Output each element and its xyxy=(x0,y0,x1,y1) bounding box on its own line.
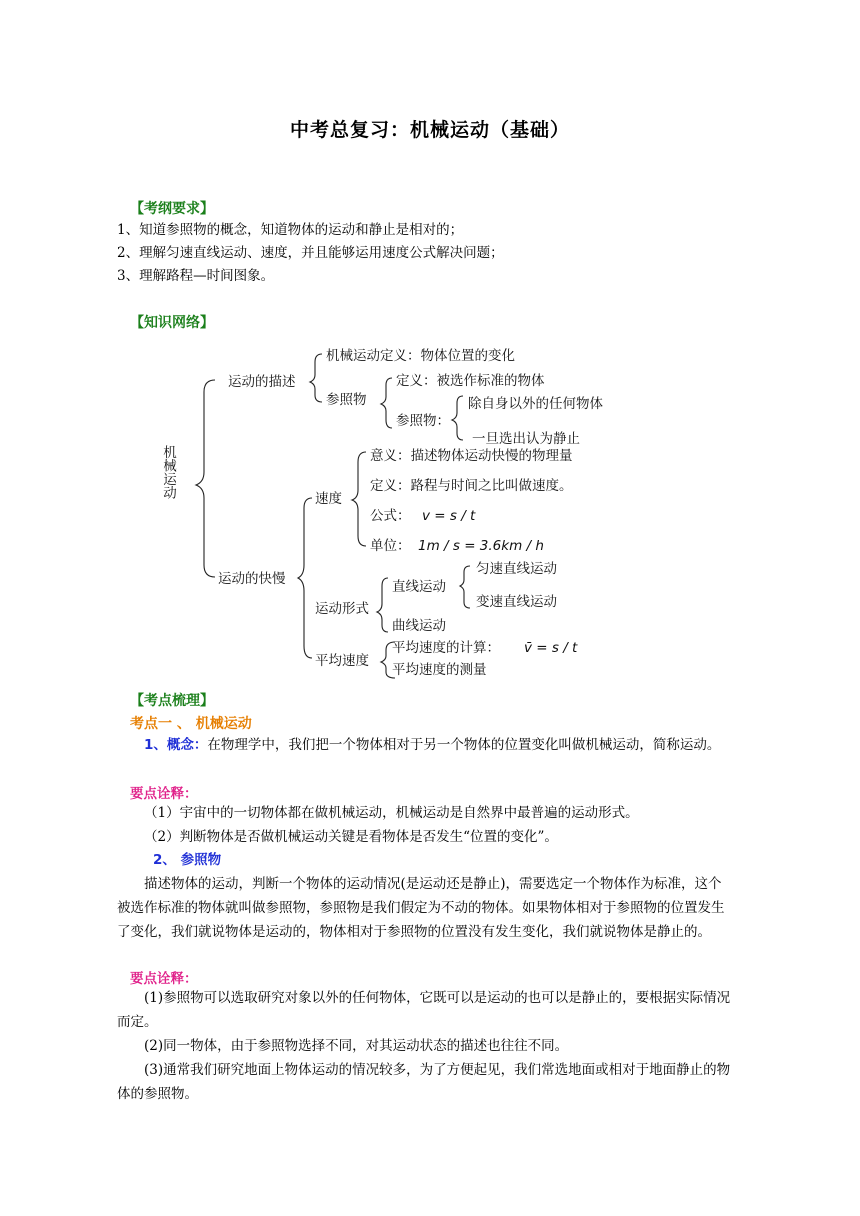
reference-object-label: 参照物： xyxy=(396,413,450,429)
average-speed-calc: 平均速度的计算： xyxy=(392,640,500,656)
reference-definition: 定义：被选作标准的物体 xyxy=(396,373,545,389)
root-brace xyxy=(196,380,215,577)
reference-brace xyxy=(381,378,392,428)
knowledge-network-diagram xyxy=(160,340,660,685)
speed-brace xyxy=(352,452,366,546)
syllabus-heading: 【考纲要求】 xyxy=(130,201,214,217)
speed-formula-label: 公式： xyxy=(370,508,411,524)
variable-motion: 变速直线运动 xyxy=(476,594,557,610)
average-speed-formula: v̄ = s / t xyxy=(524,640,578,656)
speed-formula: v = s / t xyxy=(422,508,476,524)
straight-brace xyxy=(460,566,470,608)
note-2a: (1)参照物可以选取研究对象以外的任何物体，它既可以是运动的也可以是静止的，要根据实际情况而定。 xyxy=(117,990,731,1030)
syllabus-item-2: 2、理解匀速直线运动、速度，并且能够运用速度公式解决问题； xyxy=(117,245,504,261)
reference-option-static: 一旦选出认为静止 xyxy=(472,431,580,447)
note-1b: （2）判断物体是否做机械运动关键是看物体是否发生“位置的变化”。 xyxy=(144,829,558,845)
uniform-motion: 匀速直线运动 xyxy=(476,561,557,577)
speed-label: 速度 xyxy=(315,491,342,507)
points-heading: 【考点梳理】 xyxy=(130,693,214,709)
reference-object-brace xyxy=(452,396,463,440)
reference-heading: 2、 参照物 xyxy=(153,852,222,868)
speed-definition: 定义：路程与时间之比叫做速度。 xyxy=(370,478,573,494)
curved-motion: 曲线运动 xyxy=(392,618,446,634)
motion-forms-brace xyxy=(377,578,388,632)
note-2b: (2)同一物体，由于参照物选择不同，对其运动状态的描述也往往不同。 xyxy=(144,1038,569,1054)
straight-motion: 直线运动 xyxy=(392,579,446,595)
speed-unit: 1m / s = 3.6km / h xyxy=(418,538,544,554)
reference-paragraph: 描述物体的运动，判断一个物体的运动情况(是运动还是静止)，需要选定一个物体作为标准，这个被选作标准的物体就叫做参照物，参照物是我们假定为不动的物体。如果物体相对于参照物的位置发生了变化，我们就说物体是运动的，物体相对于参照物的位置没有发生变化，我们就说物体是静止的。 xyxy=(117,876,725,940)
average-speed-measure: 平均速度的测量 xyxy=(392,662,487,678)
speed-branch-brace xyxy=(298,498,312,658)
reference-label: 参照物 xyxy=(326,392,367,408)
note-1a: （1）宇宙中的一切物体都在做机械运动，机械运动是自然界中最普遍的运动形式。 xyxy=(144,805,639,821)
key-point-1-heading: 考点一 、 机械运动 xyxy=(130,716,252,732)
describe-label: 运动的描述 xyxy=(228,374,296,390)
root-label: 机械运动 xyxy=(160,445,176,499)
page-title: 中考总复习：机械运动（基础） xyxy=(289,119,570,141)
concept-text: 在物理学中，我们把一个物体相对于另一个物体的位置变化叫做机械运动，简称运动。 xyxy=(207,737,721,753)
motion-definition: 机械运动定义：物体位置的变化 xyxy=(326,348,515,364)
note-heading-2: 要点诠释： xyxy=(130,971,198,987)
note-2c: (3)通常我们研究地面上物体运动的情况较多，为了方便起见，我们常选地面或相对于地面静止的物体的参照物。 xyxy=(117,1062,731,1102)
average-speed-label: 平均速度 xyxy=(315,653,369,669)
syllabus-item-1: 1、知道参照物的概念，知道物体的运动和静止是相对的； xyxy=(117,222,464,238)
speed-unit-label: 单位： xyxy=(370,538,411,554)
concept-paragraph xyxy=(117,733,735,757)
concept-label: 1、概念： xyxy=(144,737,208,753)
speed-branch-label: 运动的快慢 xyxy=(218,571,286,587)
note-heading-1: 要点诠释： xyxy=(130,786,198,802)
describe-brace xyxy=(310,354,322,402)
motion-forms-label: 运动形式 xyxy=(315,601,369,617)
syllabus-item-3: 3、理解路程—时间图象。 xyxy=(117,268,275,284)
reference-option-any: 除自身以外的任何物体 xyxy=(468,396,603,412)
speed-meaning: 意义：描述物体运动快慢的物理量 xyxy=(370,448,573,464)
network-heading: 【知识网络】 xyxy=(130,315,214,331)
